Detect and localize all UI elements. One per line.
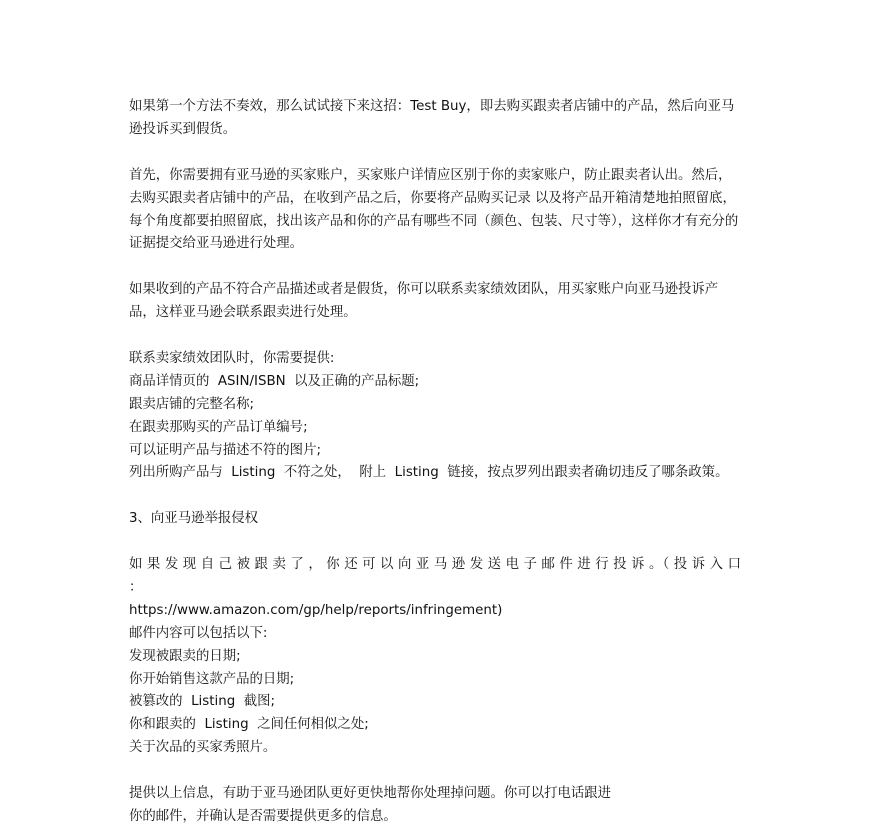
paragraph-spacer xyxy=(129,760,741,783)
contact-item-asin: 商品详情页的 ASIN/ISBN 以及正确的产品标题; xyxy=(129,373,420,389)
email-item-similarities: 你和跟卖的 Listing 之间任何相似之处; xyxy=(129,717,369,733)
email-item-date-found: 发现被跟卖的日期; xyxy=(129,648,241,664)
paragraph-spacer xyxy=(129,531,741,554)
contact-item-order-number: 在跟卖那购买的产品订单编号; xyxy=(129,419,308,435)
email-item-sale-date: 你开始销售这款产品的日期; xyxy=(129,671,295,687)
email-item-buyer-photos: 关于次品的买家秀照片。 xyxy=(129,740,277,756)
closing-line-1: 提供以上信息，有助于亚马逊团队更好更快地帮你处理掉问题。你可以打电话跟进 xyxy=(129,786,612,802)
contact-item-images: 可以证明产品与描述不符的图片; xyxy=(129,442,321,458)
paragraph-spacer xyxy=(129,325,741,348)
email-intro: 邮件内容可以包括以下: xyxy=(129,625,268,641)
paragraph-contact-performance: 如果收到的产品不符合产品描述或者是假货，你可以联系卖家绩效团队，用买家账户向亚马逊投诉产品，这样亚马逊会联系跟卖进行处理。 xyxy=(129,282,719,321)
closing-line-2: 你的邮件，并确认是否需要提供更多的信息。 xyxy=(129,809,397,824)
paragraph-spacer xyxy=(129,256,741,279)
paragraph-spacer xyxy=(129,485,741,508)
report-url: https://www.amazon.com/gp/help/reports/infringement) xyxy=(129,602,503,618)
report-intro-line: 如 果 发 现 自 己 被 跟 卖 了 ， 你 还 可 以 向 亚 马 逊 发 送 电 子 邮 件 进 行 投 诉 。（ 投 诉 入 口 ： xyxy=(129,557,746,595)
paragraph-test-buy: 如果第一个方法不奏效，那么试试接下来这招：Test Buy，即去购买跟卖者店铺中的产品，然后向亚马逊投诉买到假货。 xyxy=(129,99,735,137)
contact-item-differences: 列出所购产品与 Listing 不符之处， 附上 Listing 链接，按点罗列出跟卖者确切违反了哪条政策。 xyxy=(129,465,729,481)
section-heading-report: 3、向亚马逊举报侵权 xyxy=(129,511,259,527)
document-body xyxy=(129,96,746,829)
paragraph-buyer-account: 首先，你需要拥有亚马逊的买家账户，买家账户详情应区别于你的卖家账户，防止跟卖者认出。然后，去购买跟卖者店铺中的产品，在收到产品之后，你要将产品购买记录 以及将产品开箱清楚地拍照留底，每个角度都要拍照留底，找出该产品和你的产品有哪些不同（颜色、包装、尺寸等），这样你才有充分的证据提交给亚马逊进行处理。 xyxy=(129,167,739,252)
contact-item-store-name: 跟卖店铺的完整名称; xyxy=(129,396,255,412)
email-item-listing-screenshot: 被篡改的 Listing 截图; xyxy=(129,694,275,710)
contact-intro: 联系卖家绩效团队时，你需要提供: xyxy=(129,350,335,366)
paragraph-spacer xyxy=(129,142,741,165)
